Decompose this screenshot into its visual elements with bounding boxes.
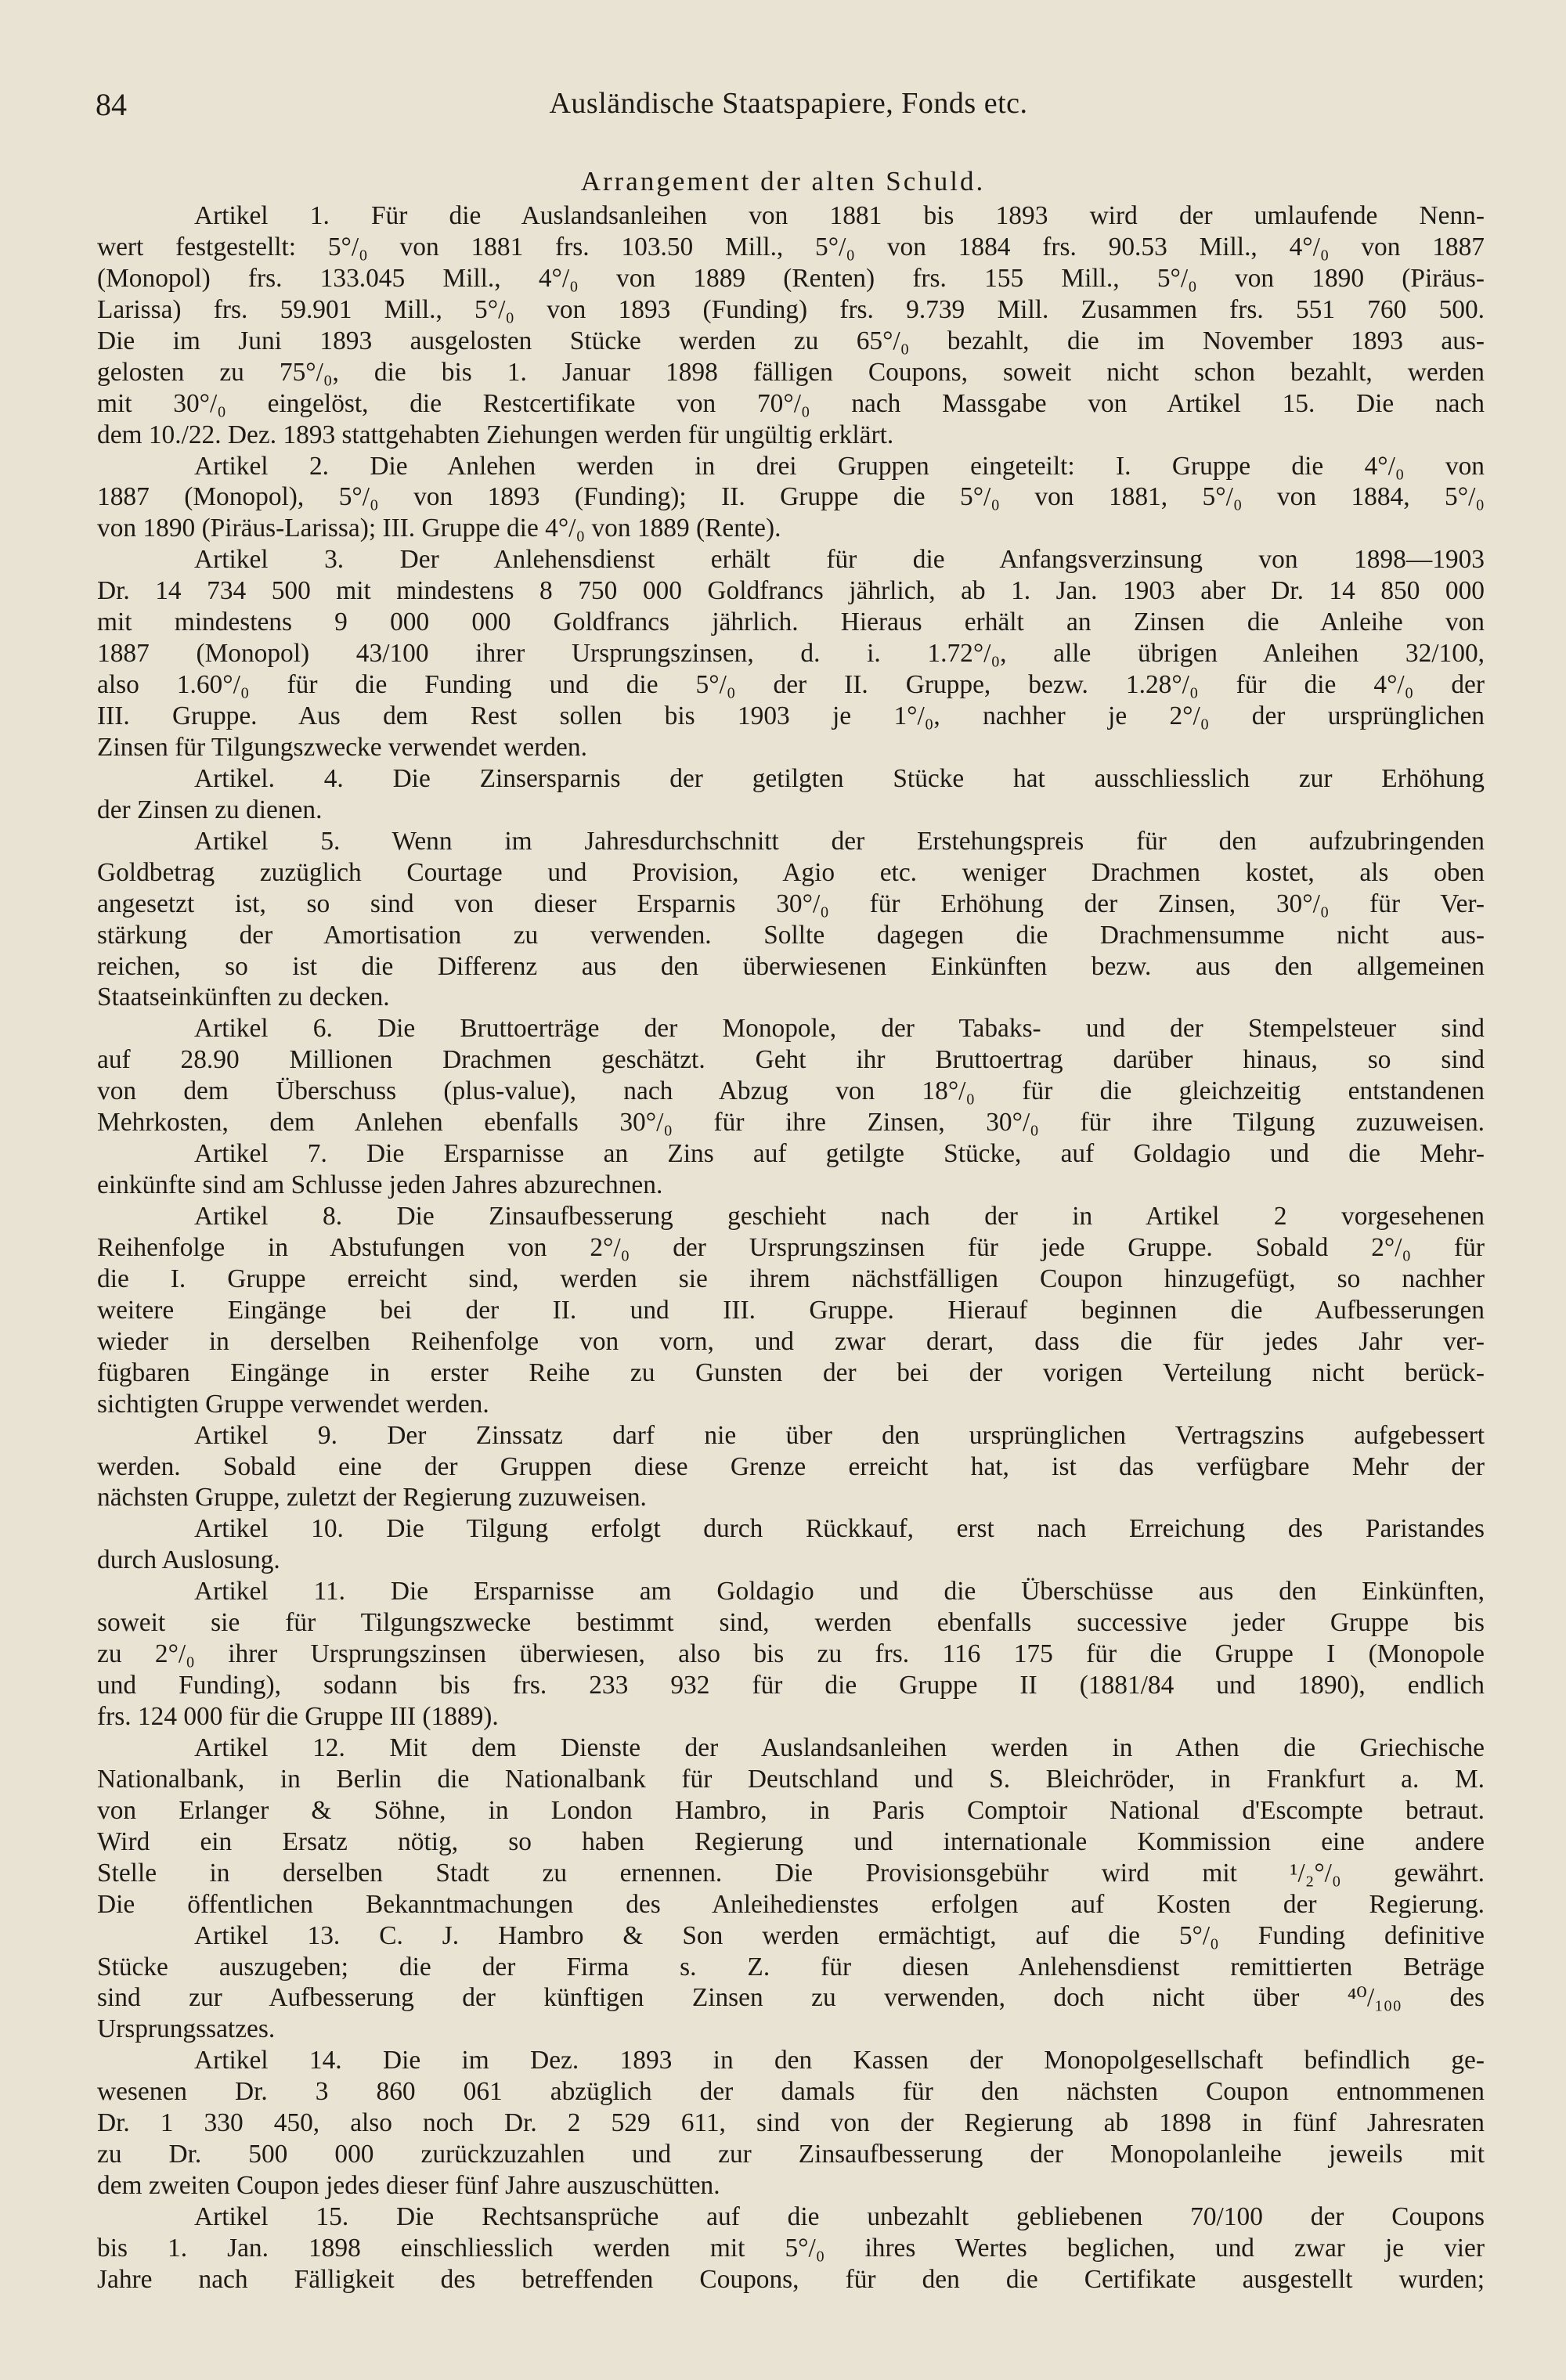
text-line: und Funding), sodann bis frs. 233 932 für die Gruppe II (1881/84 und 1890), endlich bbox=[97, 1671, 1485, 1700]
text-line: 1887 (Monopol), 5°/₀ von 1893 (Funding); II. Gruppe die 5°/₀ von 1881, 5°/₀ von 1884, 5°/₀ bbox=[97, 482, 1485, 512]
text-line: Staatseinkünften zu decken. bbox=[97, 983, 390, 1012]
text-line: sind zur Aufbesserung der künftigen Zinsen zu verwenden, doch nicht über ⁴⁰/₁₀₀ des bbox=[97, 1983, 1485, 2013]
text-line: wert festgestellt: 5°/₀ von 1881 frs. 103.50 Mill., 5°/₀ von 1884 frs. 90.53 Mill., 4°/₀ von 1887 bbox=[97, 232, 1485, 261]
text-line: weitere Eingänge bei der II. und III. Gruppe. Hierauf beginnen die Aufbesserungen bbox=[97, 1295, 1485, 1325]
text-line: von 1890 (Piräus-Larissa); III. Gruppe die 4°/₀ von 1889 (Rente). bbox=[97, 514, 781, 543]
text-line: werden. Sobald eine der Gruppen diese Grenze erreicht hat, ist das verfügbare Mehr der bbox=[97, 1451, 1485, 1481]
text-line: Reihenfolge in Abstufungen von 2°/₀ der Ursprungszinsen für jede Gruppe. Sobald 2°/₀ für bbox=[97, 1232, 1485, 1262]
text-line: Ursprungssatzes. bbox=[97, 2014, 276, 2044]
text-line: Dr. 14 734 500 mit mindestens 8 750 000 Goldfrancs jährlich, ab 1. Jan. 1903 aber Dr. 14 850 000 bbox=[97, 576, 1485, 606]
text-line: Artikel 2. Die Anlehen werden in drei Gruppen eingeteilt: I. Gruppe die 4°/₀ von bbox=[194, 451, 1485, 481]
text-line: Artikel 12. Mit dem Dienste der Auslandsanleihen werden in Athen die Griechische bbox=[194, 1733, 1485, 1762]
text-line: von Erlanger & Söhne, in London Hambro, in Paris Comptoir National d'Escompte betraut. bbox=[97, 1795, 1485, 1825]
text-line: stärkung der Amortisation zu verwenden. Sollte dagegen die Drachmensumme nicht aus- bbox=[97, 920, 1485, 950]
text-line: der Zinsen zu dienen. bbox=[97, 795, 323, 824]
text-line: einkünfte sind am Schlusse jeden Jahres abzurechnen. bbox=[97, 1170, 663, 1200]
text-line: Jahre nach Fälligkeit des betreffenden Coupons, für den die Certifikate ausgestellt wurden; bbox=[97, 2264, 1485, 2294]
page-number: 84 bbox=[96, 87, 127, 122]
text-line: Dr. 1 330 450, also noch Dr. 2 529 611, sind von der Regierung ab 1898 in fünf Jahresraten bbox=[97, 2108, 1485, 2138]
text-line: (Monopol) frs. 133.045 Mill., 4°/₀ von 1889 (Renten) frs. 155 Mill., 5°/₀ von 1890 (Piräus- bbox=[97, 263, 1485, 293]
text-line: Artikel 15. Die Rechtsansprüche auf die unbezahlt gebliebenen 70/100 der Coupons bbox=[194, 2202, 1485, 2231]
text-line: Zinsen für Tilgungszwecke verwendet werden. bbox=[97, 732, 587, 762]
text-line: also 1.60°/₀ für die Funding und die 5°/₀ der II. Gruppe, bezw. 1.28°/₀ für die 4°/₀ der bbox=[97, 670, 1485, 700]
text-line: zu Dr. 500 000 zurückzuzahlen und zur Zinsaufbesserung der Monopolanleihe jeweils mit bbox=[97, 2140, 1485, 2169]
text-line: gelosten zu 75°/₀, die bis 1. Januar 1898 fälligen Coupons, soweit nicht schon bezahlt, werden bbox=[97, 357, 1485, 387]
text-line: soweit sie für Tilgungszwecke bestimmt sind, werden ebenfalls successive jeder Gruppe bis bbox=[97, 1608, 1485, 1638]
text-line: Wird ein Ersatz nötig, so haben Regierung und internationale Kommission eine andere bbox=[97, 1826, 1485, 1856]
text-line: zu 2°/₀ ihrer Ursprungszinsen überwiesen, also bis zu frs. 116 175 für die Gruppe I (Monopole bbox=[97, 1639, 1485, 1669]
text-line: nächsten Gruppe, zuletzt der Regierung zuzuweisen. bbox=[97, 1483, 647, 1513]
text-line: bis 1. Jan. 1898 einschliesslich werden mit 5°/₀ ihres Wertes beglichen, und zwar je vier bbox=[97, 2233, 1485, 2263]
text-line: reichen, so ist die Differenz aus den überwiesenen Einkünften bezw. aus den allgemeinen bbox=[97, 951, 1485, 981]
text-line: mit 30°/₀ eingelöst, die Restcertifikate von 70°/₀ nach Massgabe von Artikel 15. Die nach bbox=[97, 388, 1485, 418]
text-line: angesetzt ist, so sind von dieser Ersparnis 30°/₀ für Erhöhung der Zinsen, 30°/₀ für Ver- bbox=[97, 889, 1485, 918]
text-line: von dem Überschuss (plus-value), nach Abzug von 18°/₀ für die gleichzeitig entstandenen bbox=[97, 1076, 1485, 1106]
text-line: Artikel 3. Der Anlehensdienst erhält für die Anfangsverzinsung von 1898—1903 bbox=[194, 545, 1485, 575]
text-line: Mehrkosten, dem Anlehen ebenfalls 30°/₀ für ihre Zinsen, 30°/₀ für ihre Tilgung zuzuweisen. bbox=[97, 1108, 1485, 1138]
text-line: Artikel 11. Die Ersparnisse am Goldagio und die Überschüsse aus den Einkünften, bbox=[194, 1577, 1485, 1606]
text-line: Larissa) frs. 59.901 Mill., 5°/₀ von 1893 (Funding) frs. 9.739 Mill. Zusammen frs. 551 760 500. bbox=[97, 294, 1485, 324]
running-title: Ausländische Staatspapiere, Fonds etc. bbox=[549, 87, 1028, 120]
text-line: durch Auslosung. bbox=[97, 1545, 280, 1575]
text-line: Goldbetrag zuzüglich Courtage und Provision, Agio etc. weniger Drachmen kostet, als oben bbox=[97, 857, 1485, 887]
text-line: Artikel 14. Die im Dez. 1893 in den Kassen der Monopolgesellschaft befindlich ge- bbox=[194, 2046, 1485, 2075]
text-line: Artikel 1. Für die Auslandsanleihen von 1881 bis 1893 wird der umlaufende Nenn- bbox=[194, 201, 1485, 230]
text-line: auf 28.90 Millionen Drachmen geschätzt. Geht ihr Bruttoertrag darüber hinaus, so sind bbox=[97, 1045, 1485, 1075]
running-head bbox=[96, 86, 1481, 133]
text-line: Artikel 6. Die Bruttoerträge der Monopole, der Tabaks- und der Stempelsteuer sind bbox=[194, 1014, 1485, 1044]
section-title: Arrangement der alten Schuld. bbox=[580, 166, 986, 197]
text-line: fügbaren Eingänge in erster Reihe zu Gunsten der bei der vorigen Verteilung nicht berück- bbox=[97, 1358, 1485, 1387]
text-line: frs. 124 000 für die Gruppe III (1889). bbox=[97, 1702, 499, 1731]
text-line: Die im Juni 1893 ausgelosten Stücke werden zu 65°/₀ bezahlt, die im November 1893 aus- bbox=[97, 326, 1485, 355]
text-line: Artikel 9. Der Zinssatz darf nie über den ursprünglichen Vertragszins aufgebessert bbox=[194, 1420, 1485, 1450]
text-line: Stelle in derselben Stadt zu ernennen. Die Provisionsgebühr wird mit ¹/₂°/₀ gewährt. bbox=[97, 1858, 1485, 1888]
text-line: dem 10./22. Dez. 1893 stattgehabten Ziehungen werden für ungültig erklärt. bbox=[97, 420, 894, 449]
text-line: Artikel 8. Die Zinsaufbesserung geschieht nach der in Artikel 2 vorgesehenen bbox=[194, 1202, 1485, 1231]
text-line: dem zweiten Coupon jedes dieser fünf Jahre auszuschütten. bbox=[97, 2171, 720, 2201]
text-line: Artikel. 4. Die Zinsersparnis der getilgten Stücke hat ausschliesslich zur Erhöhung bbox=[194, 763, 1485, 793]
text-line: wieder in derselben Reihenfolge von vorn, und zwar derart, dass die für jedes Jahr ver- bbox=[97, 1326, 1485, 1356]
text-line: Die öffentlichen Bekanntmachungen des Anleihedienstes erfolgen auf Kosten der Regierung. bbox=[97, 1889, 1485, 1919]
text-line: 1887 (Monopol) 43/100 ihrer Ursprungszinsen, d. i. 1.72°/₀, alle übrigen Anleihen 32/100, bbox=[97, 639, 1485, 669]
body-text bbox=[97, 200, 1485, 2295]
text-line: Artikel 10. Die Tilgung erfolgt durch Rückkauf, erst nach Erreichung des Paristandes bbox=[194, 1514, 1485, 1544]
text-line: Nationalbank, in Berlin die Nationalbank für Deutschland und S. Bleichröder, in Frankfurt a. M. bbox=[97, 1764, 1485, 1794]
text-line: Artikel 5. Wenn im Jahresdurchschnitt der Erstehungspreis für den aufzubringenden bbox=[194, 826, 1485, 856]
text-line: die I. Gruppe erreicht sind, werden sie ihrem nächstfälligen Coupon hinzugefügt, so nachher bbox=[97, 1264, 1485, 1293]
text-line: Artikel 13. C. J. Hambro & Son werden ermächtigt, auf die 5°/₀ Funding definitive bbox=[194, 1920, 1485, 1950]
text-line: wesenen Dr. 3 860 061 abzüglich der damals für den nächsten Coupon entnommenen bbox=[97, 2077, 1485, 2107]
text-line: Stücke auszugeben; die der Firma s. Z. für diesen Anlehensdienst remittierten Beträge bbox=[97, 1952, 1485, 1982]
text-line: III. Gruppe. Aus dem Rest sollen bis 1903 je 1°/₀, nachher je 2°/₀ der ursprünglichen bbox=[97, 701, 1485, 730]
text-line: mit mindestens 9 000 000 Goldfrancs jährlich. Hieraus erhält an Zinsen die Anleihe von bbox=[97, 608, 1485, 637]
text-line: sichtigten Gruppe verwendet werden. bbox=[97, 1389, 489, 1419]
text-line: Artikel 7. Die Ersparnisse an Zins auf getilgte Stücke, auf Goldagio und die Mehr- bbox=[194, 1139, 1485, 1169]
